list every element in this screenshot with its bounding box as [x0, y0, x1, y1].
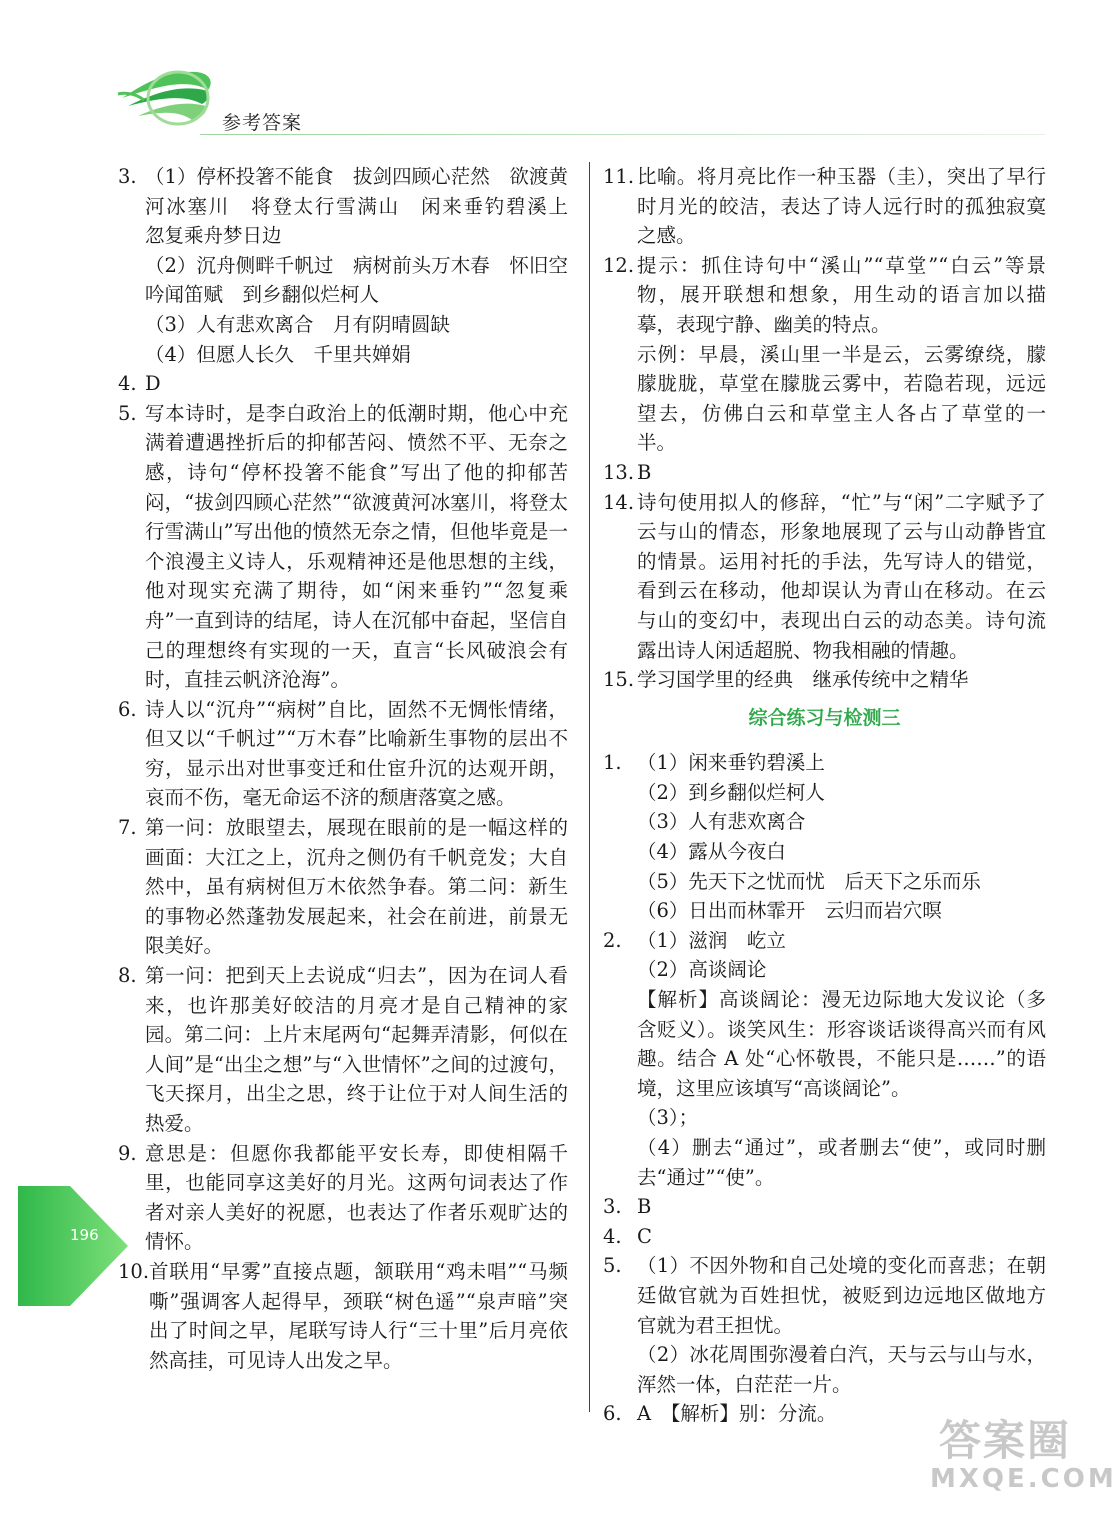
answer-item: [603, 926, 1046, 1192]
answer-body: [637, 162, 1046, 251]
watermark-logo-text: 答案圈: [938, 1416, 1071, 1465]
header-divider: [200, 134, 1045, 135]
page-tab-arrow-icon: [18, 1186, 128, 1306]
answer-number: 5.: [118, 401, 137, 425]
answer-line: （1）滋润 屹立: [637, 928, 786, 952]
answer-number: 3.: [118, 165, 137, 188]
answer-line: 学习国学里的经典 继承传统中之精华: [637, 668, 969, 692]
answer-body: [637, 1222, 1046, 1252]
answer-item: [603, 251, 1046, 458]
answer-body: [145, 695, 568, 813]
answer-line: 提示：抓住诗句中“溪山”“草堂”“白云”等景物，展开联想和想象，用生动的语言加以描摹，表现宁静、幽美的特点。: [637, 253, 1046, 336]
answer-line: B: [637, 1195, 652, 1219]
answer-line: （3）；: [637, 1106, 699, 1130]
answer-number: 2.: [603, 928, 622, 952]
answer-body: [145, 961, 568, 1139]
answer-number: 6.: [603, 1402, 622, 1426]
answer-line: 【解析】高谈阔论：漫无边际地大发议论（多含贬义）。谈笑风生：形容谈话谈得高兴而有风趣。结合 A 处“心怀敬畏，不能只是……”的语境，这里应该填写“高谈阔论”。: [637, 988, 1046, 1100]
answer-number: 11.: [603, 165, 635, 188]
answer-line: （2）冰花周围弥漫着白汽，天与云与山与水，浑然一体，白茫茫一片。: [637, 1343, 1046, 1396]
answer-item: [118, 162, 588, 369]
section-title: 综合练习与检测三: [748, 706, 901, 729]
answer-line: 第一问：把到天上去说成“归去”，因为在词人看来，也许那美好皎洁的月亮才是自己精神的家园。第二问：上片末尾两句“起舞弄清影，何似在人间”是“出尘之想”与“入世情怀”之间的过渡句，飞天探月，出尘之思，终于让位于对人间生活的热爱。: [145, 964, 568, 1135]
answers-group-a: [603, 162, 1046, 695]
answer-line: C: [637, 1224, 652, 1248]
answer-line: （4）但愿人长久 千里共婵娟: [145, 342, 411, 366]
swoosh-logo-icon: [118, 58, 218, 130]
answers-group-b: [603, 748, 1046, 1429]
answer-body: [145, 813, 568, 961]
answer-line: （2）到乡翻似烂柯人: [637, 780, 825, 804]
right-column: [603, 162, 1046, 1429]
answer-line: （1）闲来垂钓碧溪上: [637, 751, 825, 775]
answer-body: [637, 748, 1046, 926]
answer-line: 第一问：放眼望去，展现在眼前的是一幅这样的画面：大江之上，沉舟之侧仍有千帆竞发；大自然中，虽有病树但万木依然争春。第二问：新生的事物必然蓬勃发展起来，社会在前进，前景无限美好。: [145, 816, 568, 958]
answer-item: [118, 1257, 568, 1375]
left-column: [118, 162, 588, 1375]
answer-item: [118, 369, 568, 399]
answer-number: 15.: [603, 668, 635, 692]
answer-number: 1.: [603, 751, 622, 775]
answer-body: [637, 1251, 1046, 1399]
answer-body: [637, 926, 1046, 1192]
answer-body: [637, 458, 1046, 488]
watermark: [930, 1416, 1117, 1494]
answer-item: [118, 961, 568, 1139]
answer-line: （2）沉舟侧畔千帆过 病树前头万木春 怀旧空吟闻笛赋 到乡翻似烂柯人: [145, 253, 568, 307]
answer-line: （1）不因外物和自己处境的变化而喜悲；在朝廷做官就为百姓担忧，被贬到边远地区做地方官就为君王担忧。: [637, 1254, 1046, 1337]
answer-body: [145, 369, 568, 399]
answer-item: [603, 1222, 1046, 1252]
answer-item: [118, 1139, 568, 1257]
answer-body: [145, 162, 588, 369]
answer-line: （5）先天下之忧而忧 后天下之乐而乐: [637, 869, 981, 893]
answer-line: （3）人有悲欢离合: [637, 810, 806, 834]
answer-number: 12.: [603, 253, 635, 277]
answer-number: 10.: [118, 1259, 150, 1283]
answer-number: 8.: [118, 964, 137, 988]
answer-item: [118, 399, 568, 695]
answer-number: 13.: [603, 460, 635, 484]
answer-body: [637, 665, 1046, 695]
answer-line: （6）日出而林霏开 云归而岩穴暝: [637, 899, 942, 923]
answer-line: 比喻。将月亮比作一种玉器（圭），突出了早行时月光的皎洁，表达了诗人远行时的孤独寂寞之感。: [637, 165, 1046, 248]
answer-item: [603, 1251, 1046, 1399]
answer-body: [637, 251, 1046, 458]
answer-item: [603, 162, 1046, 251]
answer-line: 诗人以“沉舟”“病树”自比，固然不无惆怅情绪，但又以“千帆过”“万木春”比喻新生事物的层出不穷，显示出对世事变迁和仕宦升沉的达观开朗，哀而不伤，毫无命运不济的颓唐落寞之感。: [145, 697, 568, 810]
answer-item: [603, 1192, 1046, 1222]
answer-item: [603, 488, 1046, 666]
answer-number: 4.: [118, 372, 137, 396]
answer-item: [118, 695, 568, 813]
answer-body: [145, 1139, 568, 1257]
answer-number: 4.: [603, 1224, 622, 1248]
answer-line: D: [145, 372, 161, 396]
answer-line: 写本诗时，是李白政治上的低潮时期，他心中充满着遭遇挫折后的抑郁苦闷、愤然不平、无奈之感，诗句“停杯投箸不能食”写出了他的抑郁苦闷，“拔剑四顾心茫然”“欲渡黄河冰塞川，将登太行雪满山”写出他的愤然无奈之情，但他毕竟是一个浪漫主义诗人，乐观精神还是他思想的主线，他对现实充满了期待，如“闲来垂钓”“忽复乘舟”一直到诗的结尾，诗人在沉郁中奋起，坚信自己的理想终有实现的一天，直言“长风破浪会有时，直挂云帆济沧海”。: [145, 401, 568, 692]
answer-number: 9.: [118, 1141, 137, 1165]
answer-item: [603, 458, 1046, 488]
header-title: 参考答案: [222, 112, 303, 134]
answer-line: 诗句使用拟人的修辞，“忙”与“闲”二字赋予了云与山的情态，形象地展现了云与山动静皆宜的情景。运用衬托的手法，先写诗人的错觉，看到云在移动，他却误认为青山在移动。在云与山的变幻中，表现出白云的动态美。诗句流露出诗人闲适超脱、物我相融的情趣。: [637, 490, 1046, 662]
answer-number: 7.: [118, 816, 137, 840]
answer-line: （1）停杯投箸不能食 拔剑四顾心茫然 欲渡黄河冰塞川 将登太行雪满山 闲来垂钓碧溪上 忽复乘舟梦日边: [145, 165, 588, 248]
watermark-site: MXQE.COM: [930, 1464, 1117, 1494]
answer-number: 6.: [118, 697, 137, 721]
answer-line: 首联用“早雾”直接点题，颔联用“鸡未唱”“马频嘶”强调客人起得早，颈联“树色遥”“泉声暗”突出了时间之早，尾联写诗人行“三十里”后月亮依然高挂，可见诗人出发之早。: [149, 1259, 568, 1372]
answer-body: [637, 488, 1046, 666]
answer-body: [149, 1257, 568, 1375]
answer-line: 意思是：但愿你我都能平安长寿，即使相隔千里，也能同享这美好的月光。这两句词表达了作者对亲人美好的祝愿，也表达了作者乐观旷达的情怀。: [145, 1141, 568, 1254]
answer-line: （3）人有悲欢离合 月有阴晴圆缺: [145, 312, 450, 336]
answer-line: （4）删去“通过”，或者删去“使”，或同时删去“通过”“使”。: [637, 1136, 1046, 1189]
answer-line: A 【解析】别：分流。: [637, 1402, 837, 1426]
answer-body: [145, 399, 568, 695]
answer-number: 3.: [603, 1195, 622, 1219]
answer-line: （4）露从今夜白: [637, 840, 786, 864]
answer-line: B: [637, 460, 652, 484]
answer-number: 5.: [603, 1254, 622, 1278]
page-number: 196: [70, 1226, 99, 1244]
answer-item: [603, 665, 1046, 695]
answer-item: [603, 748, 1046, 926]
answer-item: [118, 813, 568, 961]
answer-line: 示例：早晨，溪山里一半是云，云雾缭绕，朦朦胧胧，草堂在朦胧云雾中，若隐若现，远远望去，仿佛白云和草堂主人各占了草堂的一半。: [637, 342, 1046, 455]
answer-line: （2）高谈阔论: [637, 958, 767, 982]
answer-body: [637, 1192, 1046, 1222]
answer-number: 14.: [603, 490, 635, 514]
column-divider: [589, 162, 590, 1412]
